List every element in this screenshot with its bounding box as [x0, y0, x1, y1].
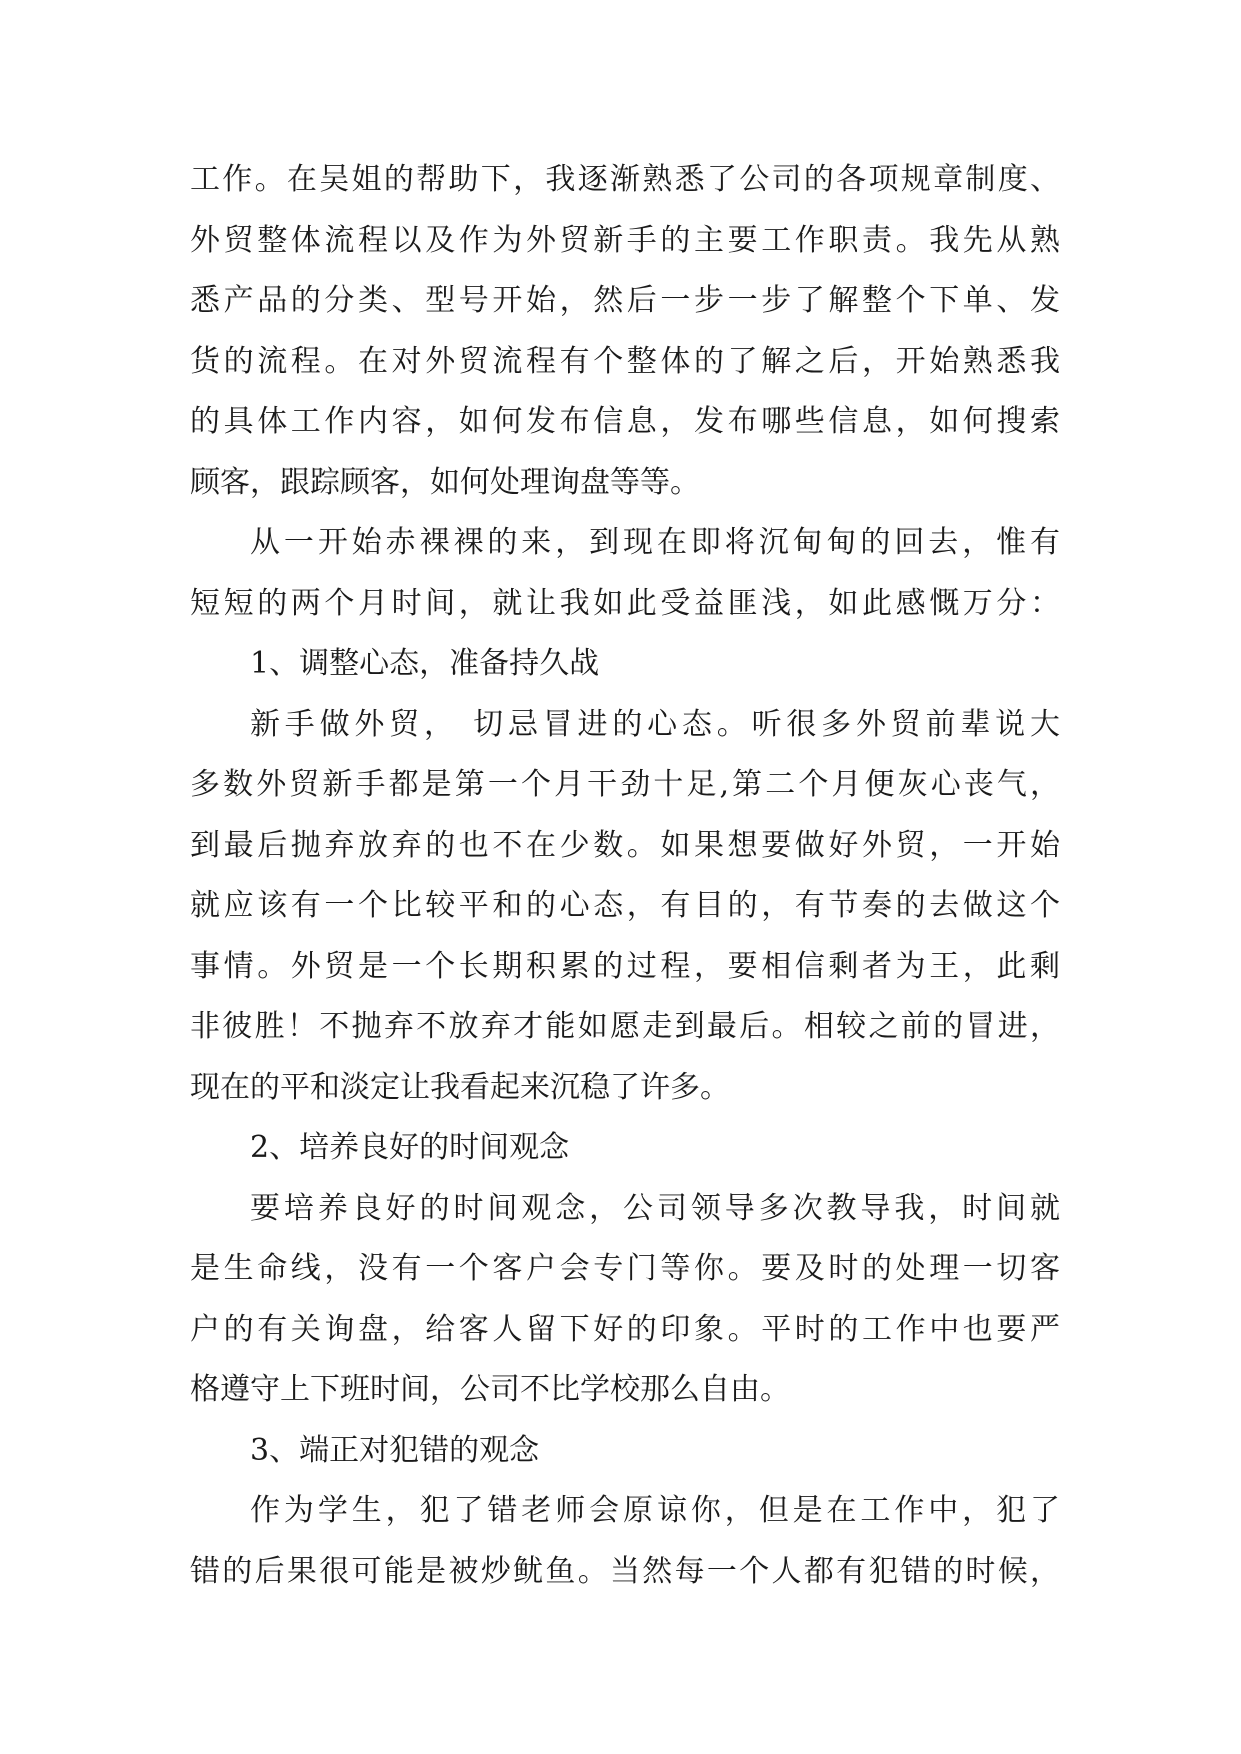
- text-line: 户的有关询盘，给客人留下好的印象。平时的工作中也要严: [190, 1311, 1060, 1347]
- text-line: 是生命线，没有一个客户会专门等你。要及时的处理一切客: [190, 1251, 1060, 1286]
- document-body: [190, 150, 1060, 1602]
- text-line: 错的后果很可能是被炒鱿鱼。当然每一个人都有犯错的时候，: [190, 1553, 1060, 1589]
- text-line: 从一开始赤裸裸的来，到现在即将沉甸甸的回去，惟有: [250, 525, 1060, 560]
- section-heading: 3、端正对犯错的观念: [250, 1432, 540, 1468]
- text-line: 作为学生，犯了错老师会原谅你，但是在工作中，犯了: [250, 1493, 1060, 1528]
- text-line: 的具体工作内容，如何发布信息，发布哪些信息，如何搜索: [190, 404, 1060, 439]
- text-line: 格遵守上下班时间，公司不比学校那么自由。: [190, 1372, 790, 1407]
- text-line: 货的流程。在对外贸流程有个整体的了解之后，开始熟悉我: [190, 343, 1060, 379]
- text-line: 就应该有一个比较平和的心态，有目的，有节奏的去做这个: [190, 888, 1060, 923]
- text-line: 多数外贸新手都是第一个月干劲十足,第二个月便灰心丧气，: [190, 767, 1060, 802]
- text-line: 现在的平和淡定让我看起来沉稳了许多。: [190, 1069, 730, 1105]
- text-line: 事情。外贸是一个长期积累的过程，要相信剩者为王，此剩: [190, 948, 1060, 984]
- text-line: 外贸整体流程以及作为外贸新手的主要工作职责。我先从熟: [190, 222, 1060, 258]
- section-heading: 2、培养良好的时间观念: [250, 1130, 570, 1165]
- text-line: 工作。在吴姐的帮助下，我逐渐熟悉了公司的各项规章制度、: [190, 162, 1060, 197]
- text-line: 非彼胜！不抛弃不放弃才能如愿走到最后。相较之前的冒进，: [190, 1009, 1060, 1044]
- section-heading: 1、调整心态，准备持久战: [250, 646, 600, 681]
- text-line: 要培养良好的时间观念，公司领导多次教导我，时间就: [250, 1190, 1060, 1226]
- text-line: 到最后抛弃放弃的也不在少数。如果想要做好外贸，一开始: [190, 827, 1060, 863]
- text-line: 短短的两个月时间，就让我如此受益匪浅，如此感慨万分：: [190, 585, 1060, 621]
- text-line: 悉产品的分类、型号开始，然后一步一步了解整个下单、发: [190, 283, 1060, 318]
- text-line: 顾客，跟踪顾客，如何处理询盘等等。: [190, 464, 700, 500]
- text-line: 新手做外贸， 切忌冒进的心态。听很多外贸前辈说大: [250, 706, 1060, 742]
